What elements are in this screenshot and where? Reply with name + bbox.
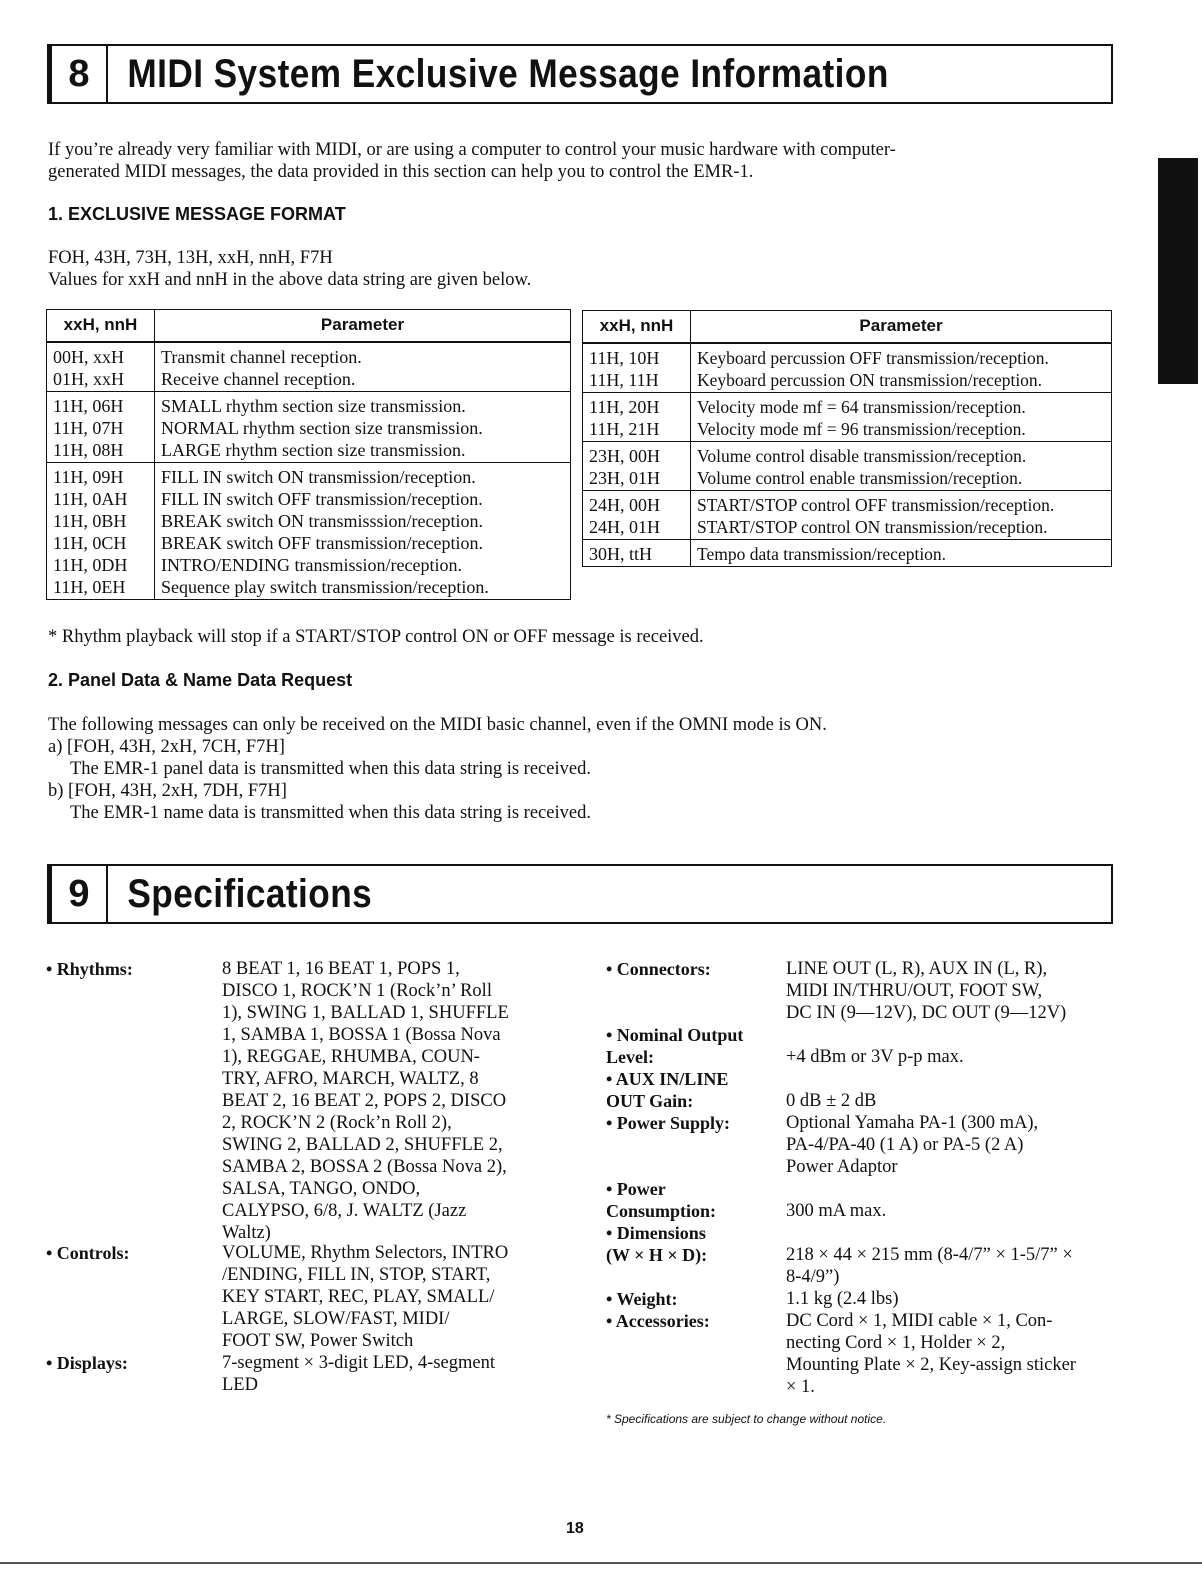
- table-row-group: [583, 343, 1112, 393]
- section-8-header: [47, 44, 1113, 104]
- spec-label-line: (W × H × D):: [606, 1245, 708, 1265]
- spec-value-line: 1.1 kg (2.4 lbs): [786, 1289, 899, 1309]
- exclusive-table-right: [582, 310, 1112, 567]
- parameter-value: Sequence play switch transmission/reception.: [161, 576, 489, 597]
- spec-value-line: SALSA, TANGO, ONDO,: [222, 1179, 421, 1199]
- spec-value-line: Optional Yamaha PA-1 (300 mA),: [786, 1113, 1039, 1133]
- spec-label-line: OUT Gain:: [606, 1091, 694, 1111]
- table-row-group: [47, 462, 571, 599]
- table-row-group: [583, 490, 1112, 539]
- spec-value: [786, 1046, 964, 1068]
- spec-label-line: • Dimensions: [606, 1223, 706, 1243]
- spec-label-line: • Displays:: [46, 1353, 128, 1373]
- parameter-cell: [691, 343, 1112, 393]
- parameter-cell: [155, 391, 571, 462]
- section-number: 8: [52, 46, 108, 102]
- code-value: 24H, 00H: [589, 494, 660, 515]
- spec-value-line: FOOT SW, Power Switch: [222, 1331, 414, 1351]
- code-value: 11H, 0DH: [53, 554, 128, 575]
- code-value: 11H, 0BH: [53, 510, 127, 531]
- code-value: 23H, 01H: [589, 467, 660, 488]
- spec-label: [606, 1178, 716, 1222]
- subsection-heading: 2. Panel Data & Name Data Request: [48, 670, 353, 690]
- parameter-value: Velocity mode mf = 96 transmission/reception.: [697, 418, 1026, 439]
- page-bottom-rule: [0, 1562, 1202, 1564]
- spec-value-line: +4 dBm or 3V p-p max.: [786, 1047, 964, 1067]
- code-value: 11H, 0EH: [53, 576, 126, 597]
- spec-value-line: LINE OUT (L, R), AUX IN (L, R),: [786, 959, 1048, 979]
- code-value: 11H, 21H: [589, 418, 660, 439]
- spec-value-line: Mounting Plate × 2, Key-assign sticker: [786, 1355, 1076, 1375]
- section-number: 9: [52, 866, 108, 922]
- parameter-value: Keyboard percussion OFF transmission/reception.: [697, 347, 1049, 368]
- spec-label: [606, 1024, 743, 1068]
- parameter-value: BREAK switch ON transmisssion/reception.: [161, 510, 483, 531]
- parameter-cell: [691, 539, 1112, 566]
- spec-label: [46, 1352, 128, 1374]
- parameter-cell: [691, 392, 1112, 441]
- code-value: 11H, 0AH: [53, 488, 128, 509]
- column-header-parameter: Parameter: [155, 310, 571, 342]
- code-cell: [583, 539, 691, 566]
- spec-value-line: DC IN (9—12V), DC OUT (9—12V): [786, 1003, 1067, 1023]
- spec-footnote: * Specifications are subject to change without notice.: [606, 1412, 887, 1426]
- spec-value: [786, 1244, 1073, 1288]
- code-value: 11H, 20H: [589, 396, 660, 417]
- intro-line: If you’re already very familiar with MIDI, or are using a computer to control your music hardware with computer-: [48, 140, 896, 160]
- parameter-value: Receive channel reception.: [161, 368, 356, 389]
- spec-value-line: LED: [222, 1375, 258, 1395]
- spec-value-line: SAMBA 2, BOSSA 2 (Bossa Nova 2),: [222, 1157, 507, 1177]
- spec-value-line: 1), SWING 1, BALLAD 1, SHUFFLE: [222, 1003, 509, 1023]
- spec-value-line: MIDI IN/THRU/OUT, FOOT SW,: [786, 981, 1043, 1001]
- code-cell: [583, 343, 691, 393]
- request-line: b) [FOH, 43H, 2xH, 7DH, F7H]: [48, 781, 287, 801]
- code-value: 24H, 01H: [589, 516, 660, 537]
- spec-value: [786, 1200, 886, 1222]
- code-value: 11H, 0CH: [53, 532, 127, 553]
- parameter-cell: [155, 342, 571, 392]
- parameter-value: Volume control disable transmission/reception.: [697, 445, 1027, 466]
- spec-value-line: 7-segment × 3-digit LED, 4-segment: [222, 1353, 495, 1373]
- request-line: a) [FOH, 43H, 2xH, 7CH, F7H]: [48, 737, 285, 757]
- intro-line: generated MIDI messages, the data provided in this section can help you to control the EMR-1.: [48, 162, 754, 182]
- parameter-value: Velocity mode mf = 64 transmission/reception.: [697, 396, 1026, 417]
- spec-value-line: KEY START, REC, PLAY, SMALL/: [222, 1287, 495, 1307]
- spec-label: [606, 1288, 677, 1310]
- spec-value: [222, 1352, 495, 1396]
- code-cell: [583, 392, 691, 441]
- code-value: 23H, 00H: [589, 445, 660, 466]
- spec-value-line: 8-4/9”): [786, 1267, 840, 1287]
- column-header-code: xxH, nnH: [583, 311, 691, 343]
- spec-label-line: • Connectors:: [606, 959, 711, 979]
- code-cell: [583, 490, 691, 539]
- spec-value-line: BEAT 2, 16 BEAT 2, POPS 2, DISCO: [222, 1091, 507, 1111]
- code-cell: [47, 462, 155, 599]
- spec-label: [46, 1242, 129, 1264]
- spec-value-line: PA-4/PA-40 (1 A) or PA-5 (2 A): [786, 1135, 1024, 1155]
- spec-label-line: • Weight:: [606, 1289, 678, 1309]
- request-line: The EMR-1 name data is transmitted when this data string is received.: [70, 803, 591, 823]
- spec-label-line: Level:: [606, 1047, 654, 1067]
- spec-value-line: SWING 2, BALLAD 2, SHUFFLE 2,: [222, 1135, 503, 1155]
- spec-label: [606, 1222, 707, 1266]
- section-title: MIDI System Exclusive Message Information: [127, 51, 889, 96]
- request-line: The EMR-1 panel data is transmitted when this data string is received.: [70, 759, 591, 779]
- spec-value-line: 300 mA max.: [786, 1201, 887, 1221]
- playback-note: * Rhythm playback will stop if a START/STOP control ON or OFF message is received.: [48, 627, 704, 647]
- request-block: [48, 714, 1118, 824]
- spec-label: [606, 1112, 730, 1134]
- spec-value-line: CALYPSO, 6/8, J. WALTZ (Jazz: [222, 1201, 467, 1221]
- parameter-value: SMALL rhythm section size transmission.: [161, 395, 466, 416]
- spec-value-line: DISCO 1, ROCK’N 1 (Rock’n’ Roll: [222, 981, 492, 1001]
- spec-label: [606, 958, 711, 980]
- exclusive-table-left: [46, 309, 571, 600]
- spec-value-line: DC Cord × 1, MIDI cable × 1, Con-: [786, 1311, 1053, 1331]
- spec-value: [786, 1288, 899, 1310]
- parameter-cell: [691, 441, 1112, 490]
- spec-value: [786, 1310, 1076, 1398]
- subsection-heading: 1. EXCLUSIVE MESSAGE FORMAT: [48, 204, 346, 224]
- parameter-value: LARGE rhythm section size transmission.: [161, 439, 466, 460]
- code-cell: [47, 391, 155, 462]
- table-row-group: [47, 342, 571, 392]
- format-line: FOH, 43H, 73H, 13H, xxH, nnH, F7H: [48, 248, 333, 268]
- parameter-cell: [155, 462, 571, 599]
- spec-label-line: Consumption:: [606, 1201, 717, 1221]
- spec-value: [786, 958, 1066, 1024]
- spec-value-line: Waltz): [222, 1223, 271, 1243]
- spec-label: [606, 1310, 710, 1332]
- code-cell: [47, 342, 155, 392]
- column-header-parameter: Parameter: [691, 311, 1112, 343]
- spec-value-line: Power Adaptor: [786, 1157, 898, 1177]
- spec-value-line: necting Cord × 1, Holder × 2,: [786, 1333, 1006, 1353]
- code-value: 11H, 09H: [53, 466, 124, 487]
- parameter-value: Keyboard percussion ON transmission/reception.: [697, 369, 1043, 390]
- section-9-header: [47, 864, 1113, 924]
- parameter-value: Volume control enable transmission/reception.: [697, 467, 1023, 488]
- request-line: The following messages can only be received on the MIDI basic channel, even if the OMNI mode is ON.: [48, 715, 827, 735]
- code-value: 11H, 11H: [589, 369, 659, 390]
- spec-value-line: 2, ROCK’N 2 (Rock’n Roll 2),: [222, 1113, 452, 1133]
- spec-value-line: 8 BEAT 1, 16 BEAT 1, POPS 1,: [222, 959, 460, 979]
- spec-label-line: • AUX IN/LINE: [606, 1069, 729, 1089]
- parameter-value: FILL IN switch OFF transmission/reception.: [161, 488, 483, 509]
- spec-value-line: 0 dB ± 2 dB: [786, 1091, 877, 1111]
- spec-value-line: × 1.: [786, 1377, 815, 1397]
- spec-label: [606, 1068, 728, 1112]
- code-value: 30H, ttH: [589, 543, 652, 564]
- code-value: 11H, 10H: [589, 347, 660, 368]
- section-title: Specifications: [127, 871, 373, 916]
- code-value: 00H, xxH: [53, 346, 124, 367]
- code-value: 11H, 08H: [53, 439, 124, 460]
- code-cell: [583, 441, 691, 490]
- intro-paragraph: [48, 139, 1118, 183]
- spec-label-line: • Power: [606, 1179, 666, 1199]
- spec-value: [222, 1242, 508, 1352]
- spec-value-line: TRY, AFRO, MARCH, WALTZ, 8: [222, 1069, 479, 1089]
- spec-value: [786, 1090, 876, 1112]
- code-value: 11H, 07H: [53, 417, 124, 438]
- spec-value: [222, 958, 509, 1244]
- parameter-value: FILL IN switch ON transmission/reception.: [161, 466, 476, 487]
- spec-value-line: VOLUME, Rhythm Selectors, INTRO: [222, 1243, 509, 1263]
- spec-label: [46, 958, 133, 980]
- table-row-group: [583, 441, 1112, 490]
- column-header-code: xxH, nnH: [47, 310, 155, 342]
- spec-label-line: • Accessories:: [606, 1311, 710, 1331]
- spec-value-line: 218 × 44 × 215 mm (8-4/7” × 1-5/7” ×: [786, 1245, 1073, 1265]
- parameter-value: Transmit channel reception.: [161, 346, 362, 367]
- parameter-value: START/STOP control ON transmission/reception.: [697, 516, 1048, 537]
- parameter-value: Tempo data transmission/reception.: [697, 543, 947, 564]
- spec-label-line: • Nominal Output: [606, 1025, 744, 1045]
- spec-value: [786, 1112, 1038, 1178]
- parameter-value: START/STOP control OFF transmission/reception.: [697, 494, 1055, 515]
- code-value: 11H, 06H: [53, 395, 124, 416]
- spec-value-line: LARGE, SLOW/FAST, MIDI/: [222, 1309, 450, 1329]
- table-row-group: [47, 391, 571, 462]
- parameter-value: INTRO/ENDING transmission/reception.: [161, 554, 462, 575]
- spec-label-line: • Power Supply:: [606, 1113, 730, 1133]
- format-note: Values for xxH and nnH in the above data string are given below.: [48, 270, 532, 290]
- parameter-cell: [691, 490, 1112, 539]
- format-block: [48, 247, 1118, 291]
- table-row-group: [583, 392, 1112, 441]
- spec-label-line: • Controls:: [46, 1243, 130, 1263]
- parameter-value: BREAK switch OFF transmission/reception.: [161, 532, 483, 553]
- spec-value-line: 1, SAMBA 1, BOSSA 1 (Bossa Nova: [222, 1025, 501, 1045]
- spec-value-line: 1), REGGAE, RHUMBA, COUN-: [222, 1047, 480, 1067]
- edge-tab-marker: [1158, 158, 1198, 384]
- page-number: 18: [566, 1520, 584, 1537]
- code-value: 01H, xxH: [53, 368, 124, 389]
- spec-value-line: /ENDING, FILL IN, STOP, START,: [222, 1265, 491, 1285]
- spec-label-line: • Rhythms:: [46, 959, 133, 979]
- parameter-value: NORMAL rhythm section size transmission.: [161, 417, 483, 438]
- table-row-group: [583, 539, 1112, 566]
